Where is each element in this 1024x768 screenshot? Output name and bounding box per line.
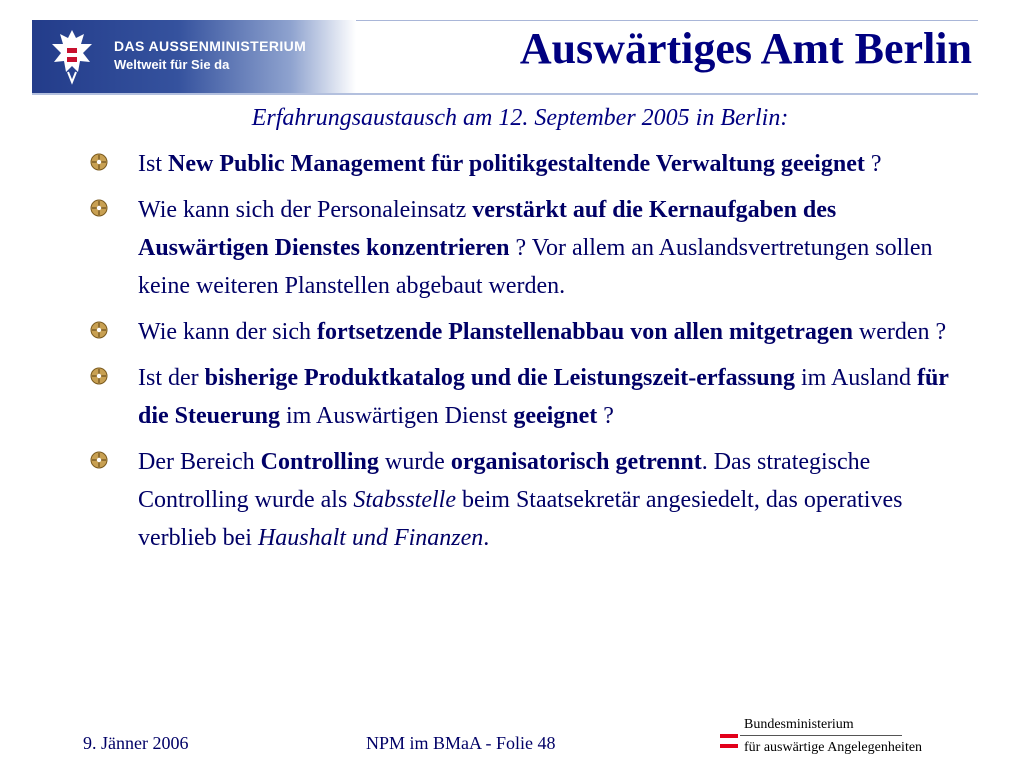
footer-date: 9. Jänner 2006 [83, 733, 189, 753]
bullet-text: Der Bereich Controlling wurde organisatorisch getrennt. Das strategische Controlling wurde als Stabsstelle beim Staatsekretär angesiedelt, das operatives verblieb bei Haushalt und Finanzen. [138, 449, 903, 551]
footer-slide-number: NPM im BMaA - Folie 48 [366, 733, 556, 753]
bullet-disc-icon [90, 451, 108, 469]
header-rule-bottom [32, 93, 978, 95]
bullet-disc-icon [90, 153, 108, 171]
bullet-text: Ist New Public Management für politikgestaltende Verwaltung geeignet ? [138, 151, 882, 177]
bullet-text: Wie kann sich der Personaleinsatz verstärkt auf die Kernaufgaben des Auswärtigen Dienstes konzentrieren ? Vor allem an Auslandsvertretungen sollen keine weiteren Planstellen abgebaut werden. [138, 197, 933, 299]
bullet-disc-icon [90, 321, 108, 339]
logo-title: DAS AUSSENMINISTERIUM [114, 38, 307, 54]
bold-phrase: für die Steuerung [138, 365, 949, 429]
bullet-item [86, 313, 966, 351]
italic-phrase: Stabsstelle [353, 487, 456, 513]
bold-phrase: organisatorisch getrennt [450, 449, 702, 475]
slide-title: Auswärtiges Amt Berlin [519, 24, 972, 73]
bullet-list [86, 145, 966, 565]
logo-tagline: Weltweit für Sie da [114, 57, 230, 72]
ministry-name-line1: Bundesministerium [744, 717, 854, 732]
slide-subtitle: Erfahrungsaustausch am 12. September 2005 in Berlin: [251, 105, 789, 131]
ministry-logo-banner [32, 20, 356, 94]
bold-phrase: fortsetzende Planstellenabbau von allen mitgetragen [316, 319, 853, 345]
bold-phrase: Controlling [260, 449, 379, 475]
bold-phrase: New Public Management für politikgestaltende Verwaltung geeignet [168, 151, 865, 177]
ministry-divider [740, 735, 902, 736]
ministry-name-line2: für auswärtige Angelegenheiten [744, 740, 923, 755]
bullet-disc-icon [90, 367, 108, 385]
bold-phrase: verstärkt auf die Kernaufgaben des Auswärtigen Dienstes konzentrieren [138, 197, 837, 261]
eagle-coat-of-arms-icon [50, 28, 94, 86]
bullet-item [86, 443, 966, 557]
bullet-item [86, 359, 966, 435]
bold-phrase: bisherige Produktkatalog und die Leistungszeit-erfassung [204, 365, 795, 391]
bullet-text: Wie kann der sich fortsetzende Planstellenabbau von allen mitgetragen werden ? [138, 319, 947, 345]
bullet-item [86, 191, 966, 305]
austrian-flag-icon [720, 734, 738, 748]
bullet-disc-icon [90, 199, 108, 217]
bullet-text: Ist der bisherige Produktkatalog und die Leistungszeit-erfassung im Ausland für die Steuerung im Auswärtigen Dienst geeignet ? [138, 365, 949, 429]
italic-phrase: Haushalt und Finanzen [257, 525, 484, 551]
bold-phrase: geeignet [513, 403, 598, 429]
bullet-item [86, 145, 966, 183]
header-rule-top [356, 20, 978, 21]
